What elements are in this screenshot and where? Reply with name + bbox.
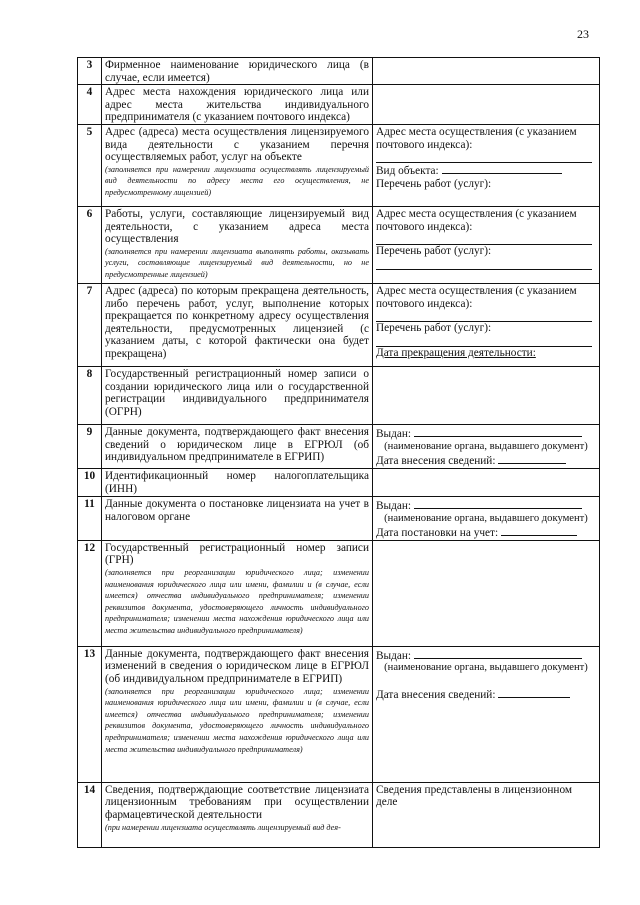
- table-row: [78, 782, 600, 847]
- object-type-label: Вид объекта:: [376, 165, 439, 178]
- row-number: 5: [78, 124, 102, 206]
- page-number: 23: [577, 27, 589, 41]
- row-note: (заполняется при реорганизации юридического лица; изменении наименования юридического лица или имени, фамилии и (в случае, если имеется) отчества индивидуального предпринимателя; изменении реквизитов документа, удостоверяющего личность индивидуального предпринимателя; изменении места нахождения юридического лица или места жительства индивидуального предпринимателя): [105, 686, 369, 754]
- table-row: [78, 366, 600, 424]
- row-description: Данные документа, подтверждающего факт внесения изменений в сведения о юридическом лице в ЕГРЮЛ (об индивидуальном предпринимателе в ЕГРИП) (заполняется при реорганизации юридического лица; изменении наименования юридического лица или имени, фамилии и (в случае, если имеется) отчества индивидуального предпринимателя; изменении реквизитов документа, удостоверяющего личность индивидуального предпринимателя; изменении места нахождения юридического лица или места жительства индивидуального предпринимателя): [102, 646, 373, 782]
- row-note: (заполняется при реорганизации юридического лица; изменении наименования юридического лица или имени, фамилии и (в случае, если имеется) отчества индивидуального предпринимателя; изменении реквизитов документа, удостоверяющего личность индивидуального предпринимателя; изменении места нахождения юридического лица или места жительства индивидуального предпринимателя): [105, 567, 369, 635]
- row-value-field[interactable]: [373, 206, 600, 283]
- row-value-field[interactable]: [373, 58, 600, 85]
- row-description: Адрес (адреса) по которым прекращена деятельность, либо перечень работ, услуг, выполнение которых прекращается по конкретному адресу осуществления деятельности, предусмотренных лицензией (с указанием даты, с которой фактически она будет прекращена): [102, 283, 373, 366]
- issued-blank[interactable]: [414, 648, 582, 659]
- row-number: 12: [78, 540, 102, 646]
- row-description: Данные документа о постановке лицензиата на учет в налоговом органе: [102, 496, 373, 540]
- issued-label: Выдан:: [376, 427, 412, 440]
- row-number: 7: [78, 283, 102, 366]
- row-value-field[interactable]: [373, 85, 600, 125]
- issuer-caption: (наименование органа, выдавшего документ): [384, 512, 588, 524]
- entry-date-label: Дата внесения сведений:: [376, 455, 496, 468]
- issued-blank[interactable]: [414, 426, 582, 437]
- table-row: [78, 58, 600, 85]
- row-value-field[interactable]: [373, 540, 600, 646]
- works-label: Перечень работ (услуг):: [376, 322, 492, 335]
- case-file-note: Сведения представлены в лицензионном деле: [376, 783, 573, 809]
- row-number: 14: [78, 782, 102, 847]
- stop-date-label[interactable]: Дата прекращения деятельности:: [376, 346, 536, 359]
- reg-date-label: Дата постановки на учет:: [376, 527, 499, 540]
- row-description: Адрес места нахождения юридического лица или адрес места жительства индивидуального предпринимателя (с указанием почтового индекса): [102, 85, 373, 125]
- table-row: [78, 124, 600, 206]
- works-label: Перечень работ (услуг):: [376, 245, 492, 258]
- row-number: 6: [78, 206, 102, 283]
- row-value-field[interactable]: [373, 424, 600, 468]
- row-description: Государственный регистрационный номер записи о создании юридического лица или о государственной регистрации индивидуального предпринимателя (ОГРН): [102, 366, 373, 424]
- address-blank[interactable]: [376, 233, 592, 245]
- row-value-field[interactable]: [373, 366, 600, 424]
- issued-blank[interactable]: [414, 498, 582, 509]
- row-number: 3: [78, 58, 102, 85]
- address-blank[interactable]: [376, 310, 592, 322]
- row-value-field[interactable]: [373, 496, 600, 540]
- row-number: 13: [78, 646, 102, 782]
- works-label: Перечень работ (услуг):: [376, 177, 492, 190]
- row-description: Фирменное наименование юридического лица (в случае, если имеется): [102, 58, 373, 85]
- row-note: (заполняется при намерении лицензиата осуществлять лицензируемый вид деятельности по адресу места его осуществления, не предусмотренному лицензией): [105, 164, 369, 197]
- table-row: [78, 283, 600, 366]
- row-note: (заполняется при намерении лицензиата выполнять работы, оказывать услуги, составляющие лицензируемый вид деятельности, но не предусмотренные лицензией): [105, 246, 369, 279]
- table-row: [78, 540, 600, 646]
- row-value-field: [373, 782, 600, 847]
- table-row: [78, 646, 600, 782]
- entry-date-blank[interactable]: [498, 453, 566, 464]
- address-label: Адрес места осуществления (с указанием почтового индекса):: [376, 207, 577, 233]
- row-value-field[interactable]: [373, 124, 600, 206]
- row-number: 11: [78, 496, 102, 540]
- address-blank[interactable]: [376, 151, 592, 163]
- issued-label: Выдан:: [376, 649, 412, 662]
- row-description: Государственный регистрационный номер записи (ГРН) (заполняется при реорганизации юридического лица; изменении наименования юридического лица или имени, фамилии и (в случае, если имеется) отчества индивидуального предпринимателя; изменении реквизитов документа, удостоверяющего личность индивидуального предпринимателя; изменении места нахождения юридического лица или места жительства индивидуального предпринимателя): [102, 540, 373, 646]
- issued-label: Выдан:: [376, 499, 412, 512]
- row-number: 4: [78, 85, 102, 125]
- row-note: (при намерении лицензиата осуществлять лицензируемый вид дея-: [105, 822, 341, 832]
- issuer-caption: (наименование органа, выдавшего документ): [384, 440, 588, 452]
- table-row: [78, 468, 600, 496]
- table-row: [78, 85, 600, 125]
- works-blank[interactable]: [376, 335, 592, 347]
- row-description: Сведения, подтверждающие соответствие лицензиата лицензионным требованиям при осуществлении фармацевтической деятельности (при намерении лицензиата осуществлять лицензируемый вид дея-: [102, 782, 373, 847]
- row-description: Адрес (адреса) места осуществления лицензируемого вида деятельности с указанием перечня осуществляемых работ, услуг на объекте (заполняется при намерении лицензиата осуществлять лицензируемый вид деятельности по адресу места его осуществления, не предусмотренному лицензией): [102, 124, 373, 206]
- table-row: [78, 496, 600, 540]
- row-number: 10: [78, 468, 102, 496]
- issuer-caption: (наименование органа, выдавшего документ): [384, 662, 588, 674]
- row-number: 8: [78, 366, 102, 424]
- object-type-blank[interactable]: [442, 163, 562, 174]
- row-number: 9: [78, 424, 102, 468]
- row-description: Работы, услуги, составляющие лицензируемый вид деятельности, с указанием адреса места осуществления (заполняется при намерении лицензиата выполнять работы, оказывать услуги, составляющие лицензируемый вид деятельности, но не предусмотренные лицензией): [102, 206, 373, 283]
- address-label: Адрес места осуществления (с указанием почтового индекса):: [376, 284, 577, 310]
- table-row: [78, 424, 600, 468]
- works-blank[interactable]: [376, 258, 592, 270]
- table-row: [78, 206, 600, 283]
- reg-date-blank[interactable]: [501, 525, 577, 536]
- license-form-table: [77, 57, 600, 848]
- address-label: Адрес места осуществления (с указанием почтового индекса):: [376, 125, 577, 151]
- row-value-field[interactable]: [373, 646, 600, 782]
- row-description: Данные документа, подтверждающего факт внесения сведений о юридическом лице в ЕГРЮЛ (об индивидуальном предпринимателе в ЕГРИП): [102, 424, 373, 468]
- row-description: Идентификационный номер налогоплательщика (ИНН): [102, 468, 373, 496]
- entry-date-label: Дата внесения сведений:: [376, 688, 496, 701]
- row-value-field[interactable]: [373, 468, 600, 496]
- entry-date-blank[interactable]: [498, 687, 570, 698]
- row-value-field[interactable]: [373, 283, 600, 366]
